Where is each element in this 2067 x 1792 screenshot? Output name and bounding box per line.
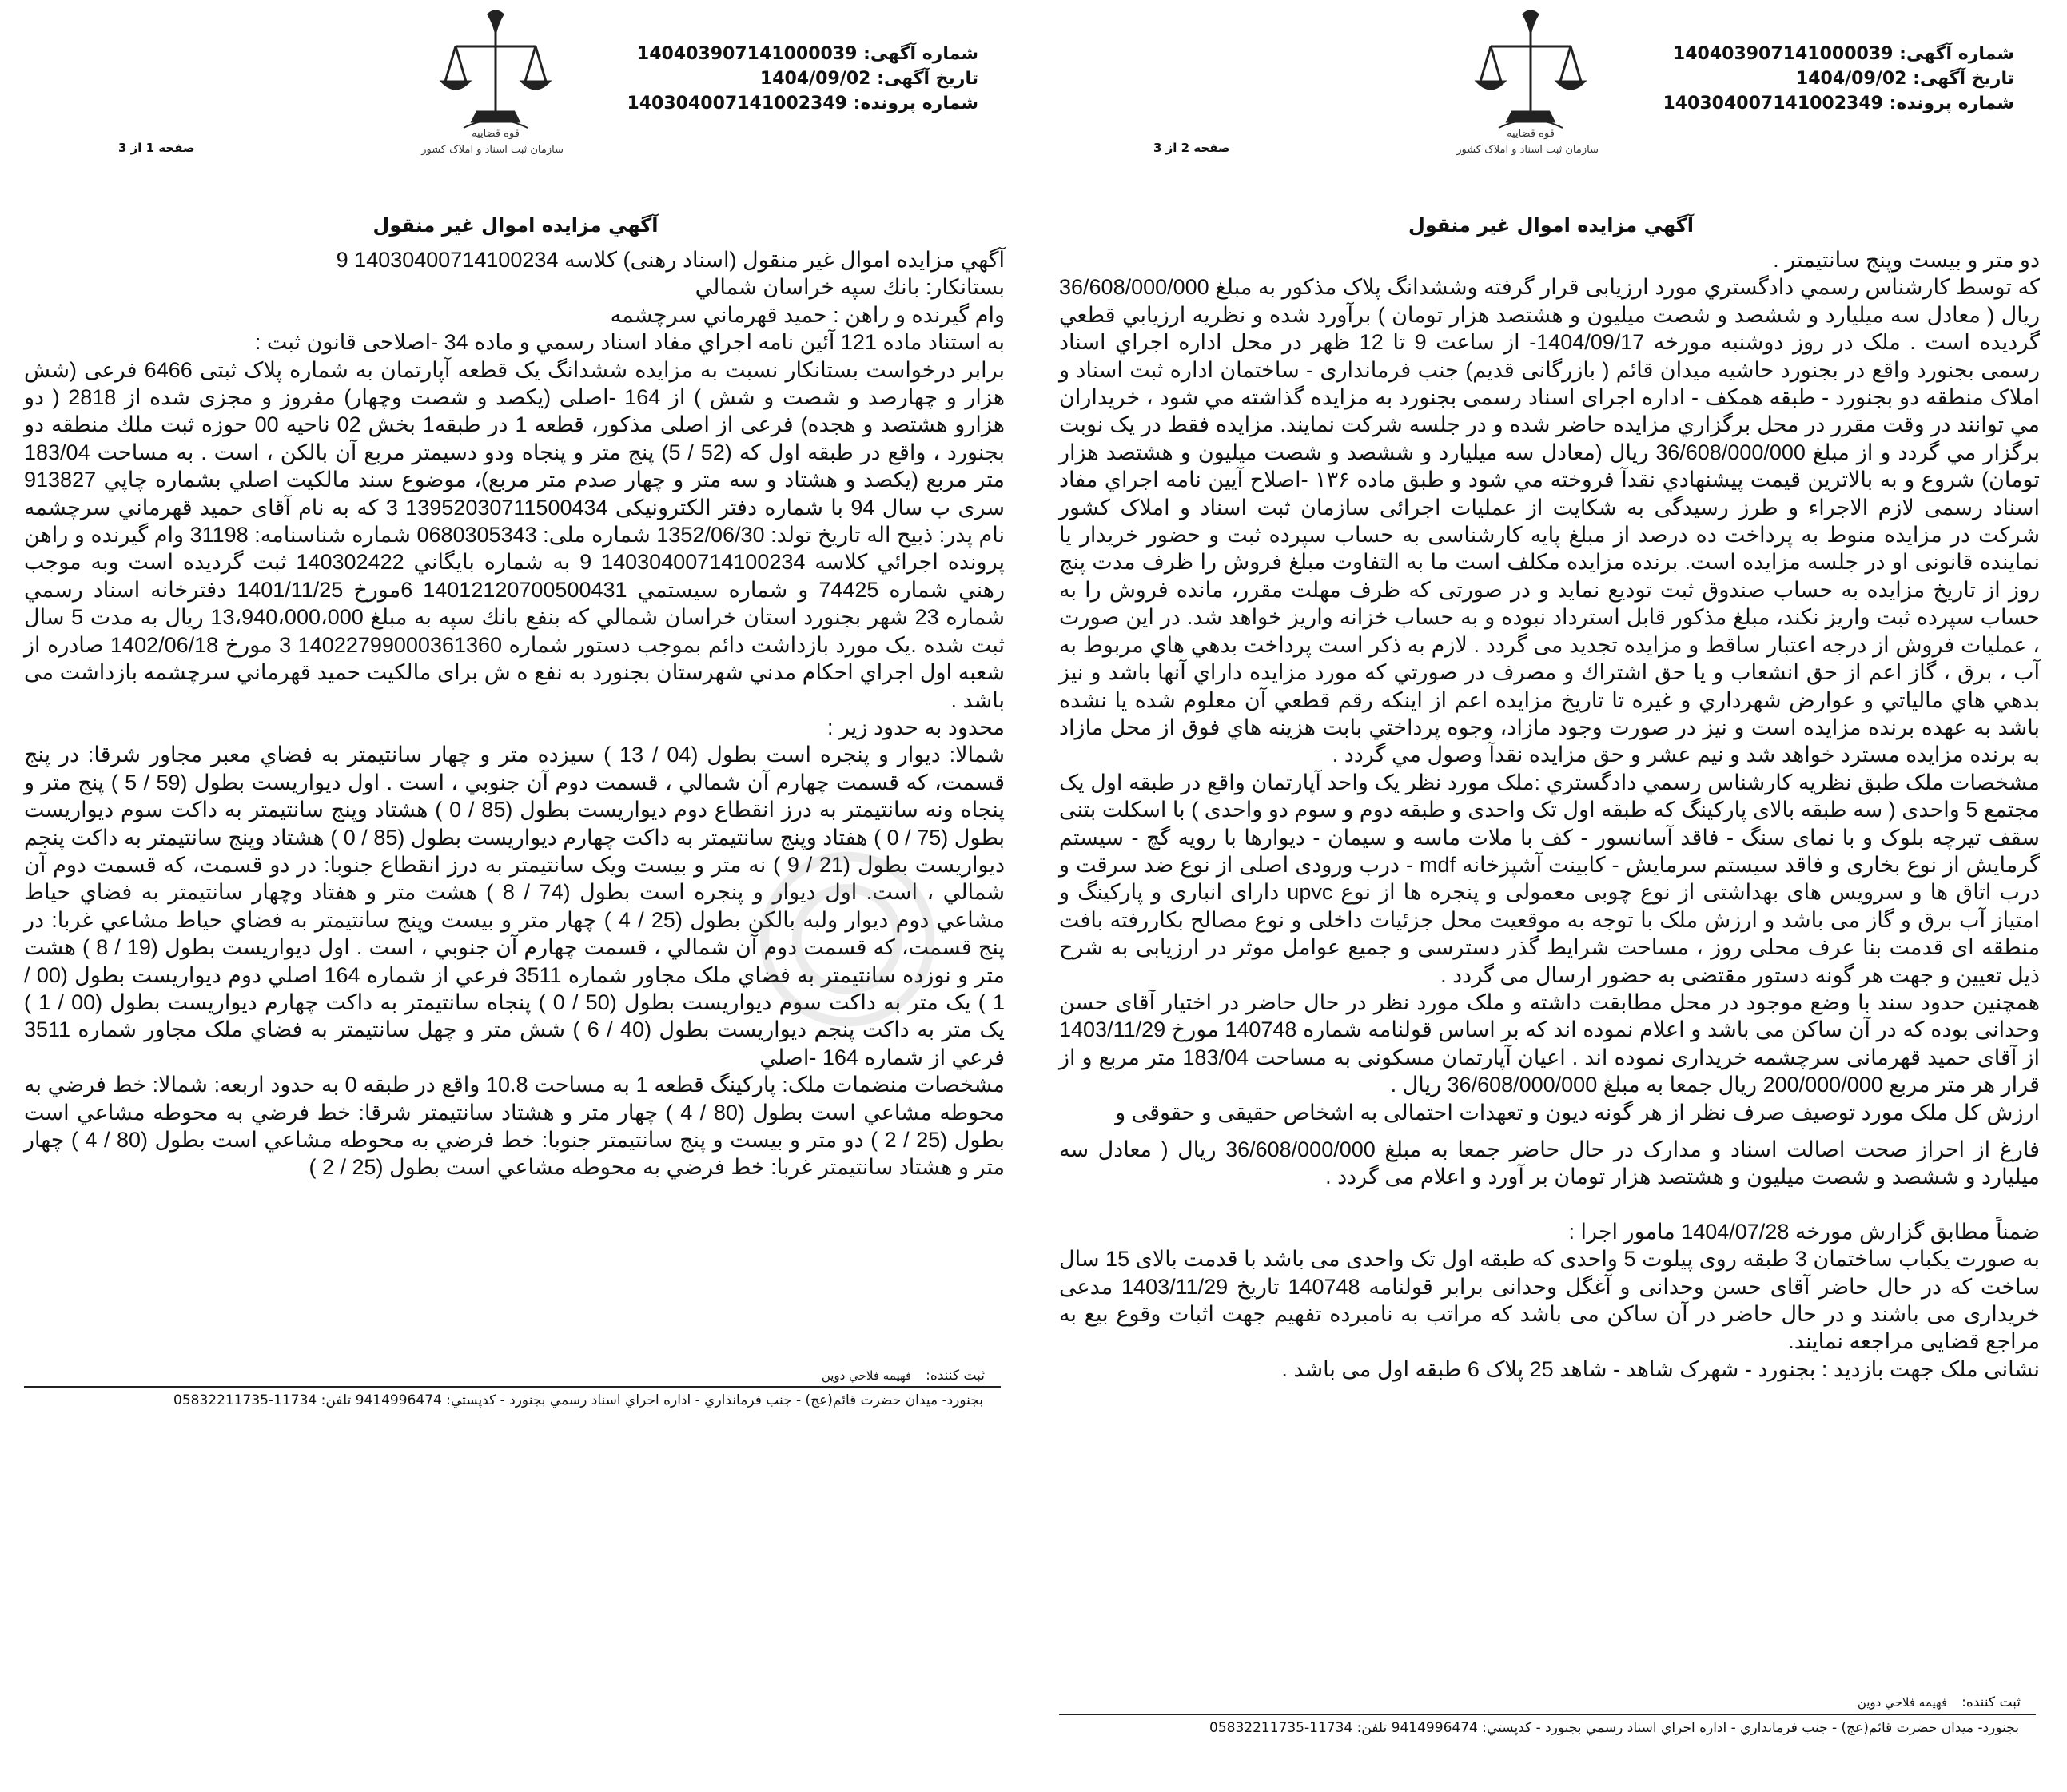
notice-body [1059, 246, 2040, 1383]
ad-number: 140403907141000039 [1672, 44, 1894, 64]
ad-number: 140403907141000039 [636, 44, 858, 64]
case-number-label: شماره پرونده: [1889, 94, 2014, 113]
emblem-org-name: سازمان ثبت اسناد و املاک کشور [421, 144, 564, 156]
ad-number-label: شماره آگهی: [863, 44, 978, 64]
signer-name: فهيمه فلاحي دوين [1857, 1695, 1948, 1710]
notice-paragraph: شمالا: ديوار و پنجره است بطول (04 / 13 ) سيزده متر و چهار سانتيمتر به فضاي معبر مجاور شرقا: در پنج قسمت، که قسمت چهارم آن شمالي ، قسمت دوم آن جنوبي ، است . اول ديواريست بطول (59 / 5 ) پنج متر و پنجاه ونه سانتيمتر به درز انقطاع دوم ديواريست بطول (85 / 0 ) هشتاد وپنج سانتيمتر به داکت سوم ديواريست بطول (75 / 0 ) هفتاد وپنج سانتيمتر به داکت چهارم ديواريست بطول (85 / 0 ) هشتاد وپنج سانتيمتر به داکت پنجم ديواريست بطول (21 / 9 ) نه متر و بيست ويک سانتيمتر به درز انقطاع جنوبا: در دو قسمت، که قسمت دوم آن شمالي ، است. اول ديوار و پنجره است بطول (74 / 8 ) هشت متر و هفتاد وچهار سانتيمتر به فضاي حياط مشاعي دوم ديوار ولبه بالکن بطول (25 / 4 ) چهار متر و بيست وپنج سانتيمتر به فضاي حياط مشاعي غربا: در پنج قسمت، که قسمت دوم آن شمالي ، قسمت چهارم آن جنوبي ، است . اول ديواريست بطول (19 / 8 ) هشت متر و نوزده سانتيمتر به فضاي ملک مجاور شماره 3511 فرعي از شماره 164 اصلي دوم ديواريست بطول (00 / 1 ) يک متر به داکت سوم ديواريست بطول (50 / 0 ) پنجاه سانتيمتر به داکت چهارم ديواريست بطول (00 / 1 ) يک متر به داکت پنجم ديواريست بطول (40 / 6 ) شش متر و چهل سانتيمتر به فضاي ملک مجاور شماره 3511 فرعي از شماره 164 -اصلي [24, 743, 1006, 1069]
ad-header-meta [1663, 42, 2014, 116]
emblem-org-name: سازمان ثبت اسناد و املاک کشور [1456, 144, 1599, 156]
notice-paragraph: ضمناً مطابق گزارش مورخه 1404/07/28 مامور اجرا : [1568, 1219, 2040, 1244]
footer-address: بجنورد- ميدان حضرت قائم(عج) - جنب فرمانداري - اداره اجراي اسناد رسمي بجنورد - کدپستي: 9414996474 تلفن: 11734-05832211735 [1209, 1720, 2019, 1736]
notice-paragraph: همچنين حدود سند با وضع موجود در محل مطابقت داشته و ملک مورد نظر در حال حاضر در اختيار آقای حسن وحدانی بوده که در آن ساکن می باشد و اعلام نموده اند که بر اساس قولنامه شماره 140748 مورخ 1403/11/29 از آقای حميد قهرمانی سرچشمه خريداری نموده اند . اعيان آپارتمان مسکونی به مساحت 183/04 متر مربع و از قرار هر متر مربع 200/000/000 ريال جمعا به مبلغ 36/608/000/000 ريال . [1059, 990, 2040, 1097]
judiciary-emblem [421, 8, 564, 176]
ad-date: 1404/09/02 [1795, 69, 1907, 89]
case-number: 140304007141002349 [1663, 94, 1883, 113]
notice-paragraph: ارزش کل ملک مورد توصيف صرف نظر از هر گونه ديون و تعهدات احتمالی به اشخاص حقيقی و حقوقی و [1115, 1100, 2040, 1125]
notice-paragraph: فارغ از احراز صحت اصالت اسناد و مدارک در حال حاضر جمعا به مبلغ 36/608/000/000 ريال ( معادل سه ميليارد و ششصد و شصت ميليون و هشتصد هزار تومان بر آورد و اعلام می گردد . [1059, 1137, 2040, 1189]
page-indicator: صفحه 2 از 3 [1153, 141, 1230, 155]
page-title: آگهي مزايده اموال غير منقول [372, 214, 659, 237]
ad-number-row [1663, 42, 2014, 66]
notice-paragraph: محدود به حدود زير : [827, 715, 1005, 739]
ad-number-row [627, 42, 978, 66]
signer-label: ثبت کننده: [1961, 1694, 2021, 1710]
case-number: 140304007141002349 [627, 94, 847, 113]
scales-of-justice-icon [436, 8, 556, 136]
footer-divider [24, 1386, 1001, 1388]
judiciary-emblem [1456, 8, 1599, 176]
ad-date-label: تاریخ آگهی: [1913, 69, 2014, 89]
notice-paragraph: بستانکار: بانك سپه خراسان شمالي [695, 275, 1005, 300]
emblem-caption: قوه قضاییه [472, 128, 520, 140]
footer-divider [1059, 1714, 2036, 1715]
page-title: آگهي مزايده اموال غير منقول [1408, 214, 1694, 237]
case-number-row [627, 91, 978, 116]
footer-address: بجنورد- ميدان حضرت قائم(عج) - جنب فرمانداري - اداره اجراي اسناد رسمي بجنورد - کدپستي: 9414996474 تلفن: 11734-05832211735 [173, 1392, 983, 1408]
case-number-label: شماره پرونده: [853, 94, 978, 113]
notice-paragraph: مشخصات ملک طبق نظريه کارشناس رسمي دادگستري :ملک مورد نظر يک واحد آپارتمان واقع در طبقه اول يک مجتمع 5 واحدی ( سه طبقه بالای پارکينگ که طبقه اول تک واحدی و طبقه دوم و سوم دو واحدی ) با اسکلت بتنی سقف تيرچه بلوک و با نمای سنگ - فاقد آسانسور - کف با ملات ماسه و سيمان - ديوارها با رويه گچ - سيستم گرمايش از نوع بخاری و فاقد سيستم سرمايش - کابينت آشپزخانه mdf - درب ورودی اصلی از نوع ضد سرقت و درب اتاق ها و سرويس های بهداشتی از نوع چوبی معمولی و پنجره ها از نوع upvc دارای انباری و پارکينگ و امتياز آب برق و گاز می باشد و ارزش ملک با توجه به موقعيت محل جزئيات داخلی و نوع مصالح بکاررفته بافت منطقه ای قدمت بنا عرف محلی روز ، مساحت شرايط گذر دسترسی و جميع عوامل موثر در ارزيابی به شرح ذيل تعيين و جهت هر گونه دستور مقتضی به حضور ارسال می گردد . [1059, 770, 2040, 987]
signer-line [822, 1368, 985, 1384]
notice-paragraph: نشانی ملک جهت بازديد : بجنورد - شهرک شاهد - شاهد 25 پلاک 6 طبقه اول می باشد . [1281, 1356, 2040, 1381]
notice-paragraph: دو متر و بيست وپنج سانتيمتر . [1773, 248, 2040, 272]
notice-paragraph: برابر درخواست بستانکار نسبت به مزايده ششدانگ يک قطعه آپارتمان به شماره پلاک ثبتی 6466 فرعی (شش هزار و چهارصد و شصت و شش ) از 164 -اصلی (يکصد و شصت وچهار) مفروز و مجزی شده از 2818 ( دو هزارو هشتصد و هجده) فرعی از اصلی مذکور، قطعه 1 در طبقه1 بخش 02 ناحيه 00 حوزه ثبت ملك منطقه دو بجنورد ، واقع در طبقه اول که (52 / 5) پنج متر و پنجاه ودو دسيمتر مربع آن بالکن ، است . به مساحت 183/04 متر مربع (يکصد و هشتاد و سه متر و چهار صدم متر مربع)، موضوع سند مالکيت اصلي بشماره چاپي 913827 سری ب سال 94 با شماره دفتر الکترونيکی 13952030711500434 3 که به نام آقای حميد قهرماني سرچشمه نام پدر: ذبيح اله تاريخ تولد: 1352/06/30 شماره ملی: 0680305343 شماره شناسنامه: 31198 وام گيرنده و راهن پرونده اجرائي كلاسه 14030400714100234 9 به شماره بايگاني 140302422 ثبت گرديده است وبه موجب رهني شماره 74425 و شماره سيستمي 14012120700500431 6مورخ 1401/11/25 دفترخانه اسناد رسمي شماره 23 شهر بجنورد استان خراسان شمالي كه بنفع بانك سپه به مبلغ 13،940،000،000 ريال به مدت 5 سال ثبت شده .يک مورد بازداشت دائم بموجب دستور شماره 14022799000361360 3 مورخ 1402/06/18 صادره از شعبه اول اجراي احکام مدني شهرستان بجنورد به نفع ه ش برای مالکيت حميد قهرماني سرچشمه بازداشت می باشد . [24, 357, 1005, 712]
scales-of-justice-icon [1471, 8, 1591, 136]
notice-paragraph: مشخصات منضمات ملک: پارکينگ قطعه 1 به مساحت 10.8 واقع در طبقه 0 به حدود اربعه: شمالا: خط فرضي به محوطه مشاعي است بطول (80 / 4 ) چهار متر و هشتاد سانتيمتر شرقا: خط فرضي به محوطه مشاعي است بطول (25 / 2 ) دو متر و بيست و پنج سانتيمتر جنوبا: خط فرضي به محوطه مشاعي است بطول (80 / 4 ) چهار متر و هشتاد سانتيمتر غربا: خط فرضي به محوطه مشاعي است بطول (25 / 2 ) [24, 1073, 1006, 1180]
ad-date-row [627, 66, 978, 91]
notice-paragraph: وام گيرنده و راهن : حميد قهرماني سرچشمه [610, 302, 1005, 327]
watermark-icon [755, 847, 939, 1031]
notice-paragraph: به استناد ماده 121 آئين نامه اجراي مفاد اسناد رسمي و ماده 34 -اصلاحی قانون ثبت : [254, 330, 1005, 355]
ad-header-meta [627, 42, 978, 116]
case-number-row [1663, 91, 2014, 116]
notice-paragraph: آگهي مزايده اموال غير منقول (اسناد رهنی) کلاسه 14030400714100234 9 [336, 248, 1005, 272]
emblem-caption: قوه قضاییه [1507, 128, 1555, 140]
signer-line [1858, 1694, 2021, 1710]
ad-number-label: شماره آگهی: [1899, 44, 2014, 64]
page-indicator: صفحه 1 از 3 [118, 141, 195, 155]
page-2 [1035, 0, 2067, 1792]
ad-date-label: تاریخ آگهی: [877, 69, 978, 89]
notice-body [24, 246, 1005, 1181]
signer-name: فهيمه فلاحي دوين [821, 1368, 912, 1383]
notice-paragraph: كه توسط كارشناس رسمي دادگستري مورد ارزيابی قرار گرفته وششدانگ پلاک مذكور به مبلغ 36/608/000/000 ريال ( معادل سه ميليارد و ششصد و شصت ميليون و هشتصد هزار تومان ) برآورد شده و نظريه ارزيابي قطعي گرديده است . ملک در روز دوشنبه مورخه 1404/09/17- از ساعت 9 تا 12 ظهر در محل اداره اجراي اسناد رسمی بجنورد واقع در بجنورد حاشيه ميدان قائم ( بازرگانی قديم) جنب فرمانداری - ساختمان اداره ثبت اسناد و املاک منطقه دو بجنورد - طبقه همکف - اداره اجرای اسناد رسمی بجنورد به مزايده گذاشته مي شود ، خريداران مي توانند در وقت مقرر در محل برگزاري مزايده حاضر شده و در جلسه شرکت نمايند. مزايده فقط در يک نوبت برگزار مي گردد و از مبلغ 36/608/000/000 ريال (معادل سه ميليارد و ششصد و شصت ميليون و هشتصد هزار تومان) شروع و به بالاترين قيمت پيشنهادي نقدآ فروخته مي شود و طبق ماده ١٣۶ -اصلاح آيين نامه اجراي مفاد اسناد رسمی لازم الاجراء و طرز رسيدگی به شکايت از عمليات اجرائی سازمان ثبت اسناد و املاک کشور شرکت در مزايده منوط به پرداخت ده درصد از مبلغ پايه کارشناسی به حساب سپرده ثبت و حضور خريدار يا نماينده قانونی او در جلسه مزايده است. برنده مزايده مکلف است ما به التفاوت مبلغ فروش را ظرف مدت پنج روز از تاريخ مزايده به حساب صندوق ثبت توديع نمايد و در صورتی که ظرف مهلت مقرر، مانده فروش را به حساب سپرده ثبت واريز نکند، مبلغ مذکور قابل استرداد نبوده و به حساب خزانه واريز خواهد شد. در اين صورت ، عمليات فروش از درجه اعتبار ساقط و مزايده تجديد می گردد . لازم به ذکر است پرداخت بدهي هاي مربوط به آب ، برق ، گاز اعم از حق انشعاب و يا حق اشتراك و مصرف در صورتي كه مورد مزايده داراي آنها باشد و نيز بدهي هاي مالياتي و عوارض شهرداري و غيره تا تاريخ مزايده اعم از اينكه رقم قطعي آن معلوم شده يا نشده باشد به عهده برنده مزايده است و نيز در صورت وجود مازاد، وجوه پرداختي بابت هزينه هاي فوق از محل مازاد به برنده مزايده مسترد خواهد شد و نيم عشر و حق مزايده نقدآ وصول مي گردد . [1059, 275, 2041, 767]
ad-date-row [1663, 66, 2014, 91]
signer-label: ثبت کننده: [926, 1368, 985, 1384]
ad-date: 1404/09/02 [759, 69, 871, 89]
notice-paragraph: به صورت يکباب ساختمان 3 طبقه روی پيلوت 5 واحدی که طبقه اول تک واحدی می باشد با قدمت بالای 15 سال ساخت که در حال حاضر آقای حسن وحدانی و آغگل وحدانی برابر قولنامه 140748 تاريخ 1403/11/29 مدعی خريداری می باشند و در حال حاضر در آن ساکن می باشد که مراتب به نامبرده تفهيم جهت اثبات وقوع بيع به مراجع قضايی مراجعه نمايند. [1059, 1247, 2040, 1354]
